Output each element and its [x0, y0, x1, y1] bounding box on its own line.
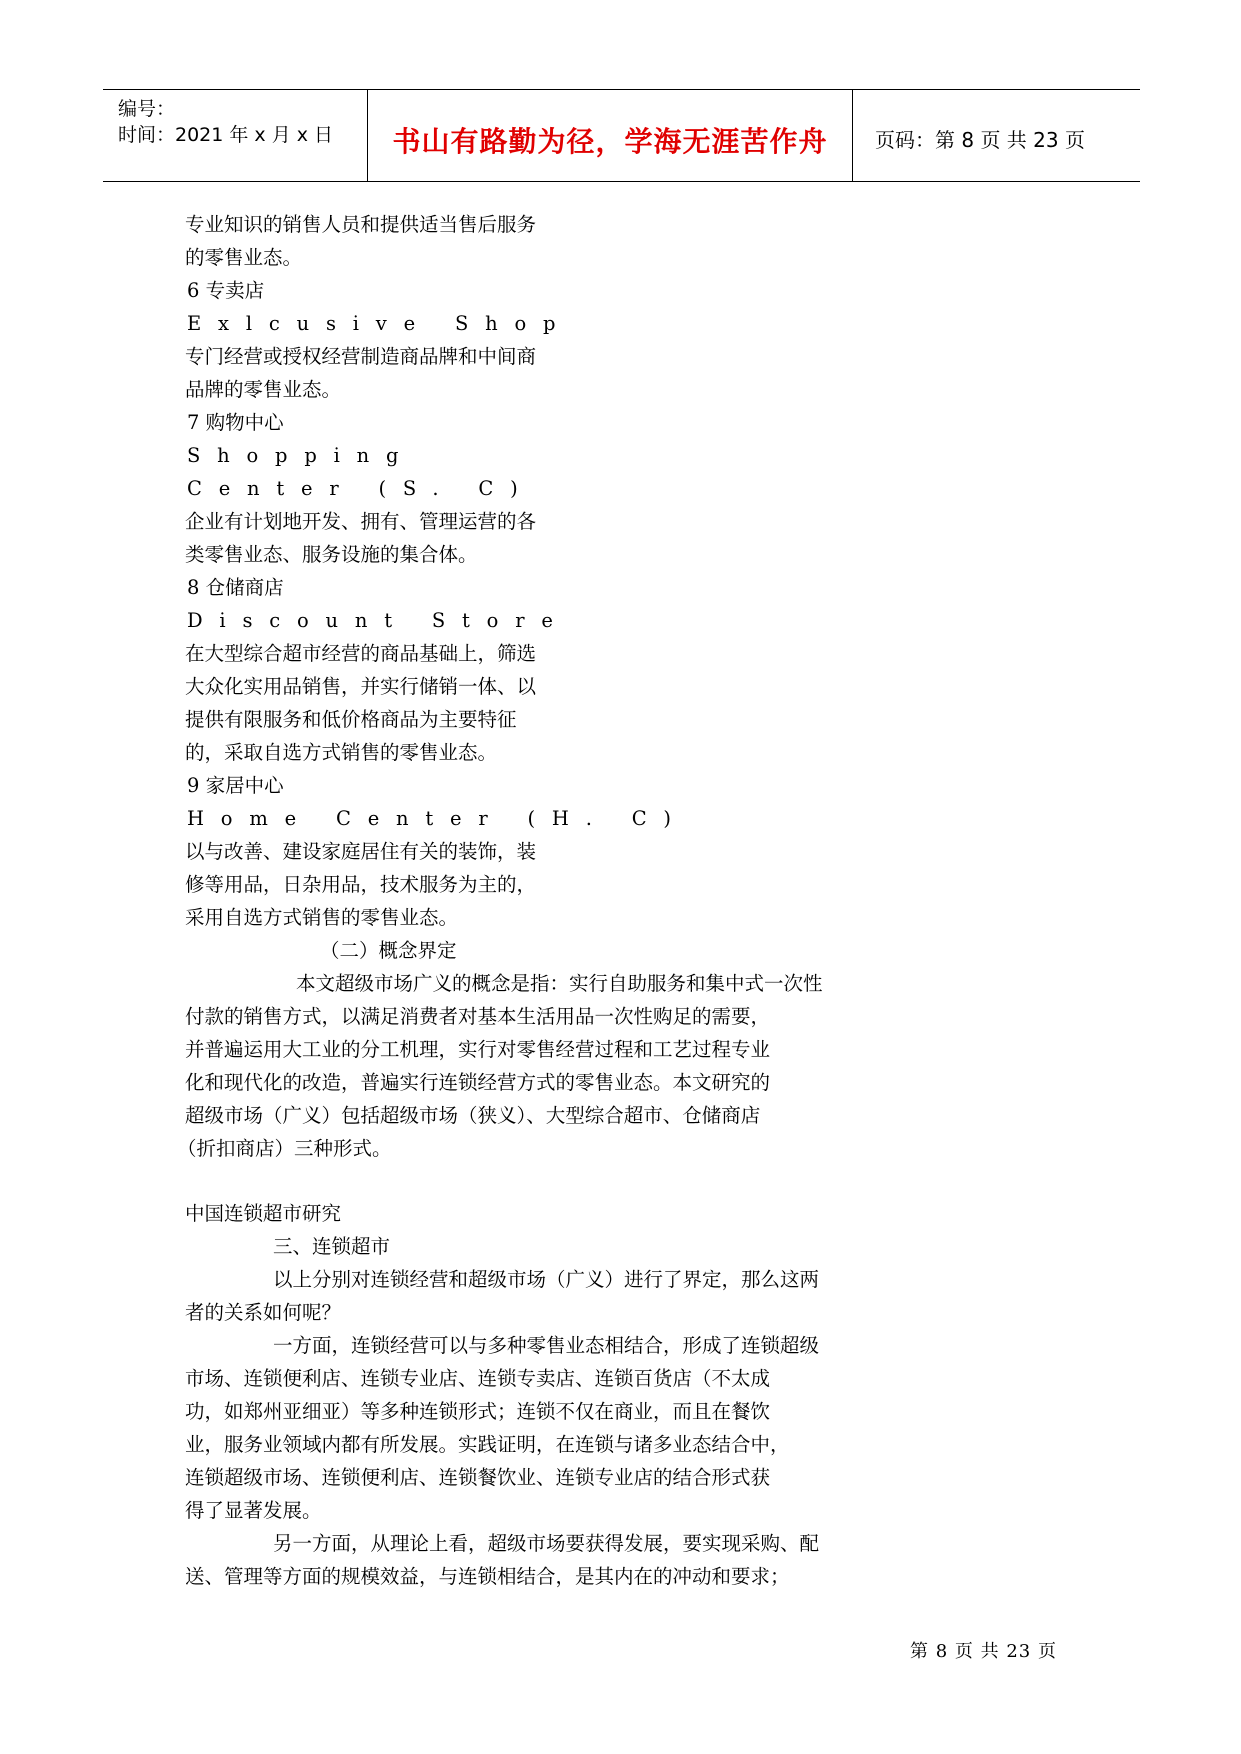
english-term: Center (S. C): [187, 477, 535, 500]
paragraph-line: 本文超级市场广义的概念是指：实行自助服务和集中式一次性: [296, 972, 823, 995]
paragraph-line: 以上分别对连锁经营和超级市场（广义）进行了界定，那么这两: [273, 1268, 820, 1291]
paragraph-line: 并普遍运用大工业的分工机理，实行对零售经营过程和工艺过程专业: [185, 1038, 771, 1061]
section-heading: 9 家居中心: [187, 774, 284, 797]
body-line: 类零售业态、服务设施的集合体。: [185, 543, 478, 566]
body-line: 专门经营或授权经营制造商品牌和中间商: [185, 345, 537, 368]
paragraph-line: 付款的销售方式，以满足消费者对基本生活用品一次性购足的需要，: [185, 1005, 771, 1028]
header-left-cell: [103, 90, 368, 181]
body-line: 企业有计划地开发、拥有、管理运营的各: [185, 510, 537, 533]
paragraph-line: 送、管理等方面的规模效益，与连锁相结合，是其内在的冲动和要求；: [185, 1565, 790, 1588]
body-line: 的，采取自选方式销售的零售业态。: [185, 741, 498, 764]
body-line: 修等用品，日杂用品，技术服务为主的，: [185, 873, 537, 896]
page-footer: 第 8 页 共 23 页: [910, 1641, 1057, 1662]
document-time-label: 时间：2021 年 x 月 x 日: [118, 124, 334, 146]
english-term: Discount Store: [187, 609, 570, 632]
paragraph-line: 另一方面，从理论上看，超级市场要获得发展，要实现采购、配: [273, 1532, 820, 1555]
section-heading: 三、连锁超市: [273, 1235, 391, 1258]
paragraph-line: 超级市场（广义）包括超级市场（狭义）、大型综合超市、仓储商店: [185, 1104, 761, 1127]
body-line: 品牌的零售业态。: [185, 378, 342, 401]
body-line: 采用自选方式销售的零售业态。: [185, 906, 459, 929]
body-line: 专业知识的销售人员和提供适当售后服务: [185, 213, 537, 236]
body-line: 提供有限服务和低价格商品为主要特征: [185, 708, 517, 731]
english-term: Home Center (H. C): [187, 807, 688, 830]
section-heading: 6 专卖店: [187, 279, 265, 302]
body-line: 的零售业态。: [185, 246, 303, 269]
body-line: 在大型综合超市经营的商品基础上，筛选: [185, 642, 537, 665]
subsection-heading: （二）概念界定: [320, 939, 457, 962]
header-middle-cell: [368, 90, 853, 181]
paragraph-line: 业，服务业领域内都有所发展。实践证明，在连锁与诸多业态结合中，: [185, 1433, 790, 1456]
paragraph-line: 连锁超级市场、连锁便利店、连锁餐饮业、连锁专业店的结合形式获: [185, 1466, 771, 1489]
header-right-cell: [853, 90, 1140, 181]
header-motto: 书山有路勤为径，学海无涯苦作舟: [392, 125, 828, 158]
english-term: Shopping: [187, 444, 416, 467]
paragraph-line: 市场、连锁便利店、连锁专业店、连锁专卖店、连锁百货店（不太成: [185, 1367, 771, 1390]
document-header: [103, 89, 1140, 182]
document-number-label: 编号：: [118, 98, 176, 120]
paragraph-line: 化和现代化的改造，普遍实行连锁经营方式的零售业态。本文研究的: [185, 1071, 771, 1094]
header-page-code: 页码：第 8 页 共 23 页: [875, 128, 1085, 152]
body-line: 大众化实用品销售，并实行储销一体、以: [185, 675, 537, 698]
paragraph-line: 者的关系如何呢？: [185, 1301, 342, 1324]
english-term: Exlcusive Shop: [187, 312, 573, 335]
paragraph-line: 功，如郑州亚细亚）等多种连锁形式；连锁不仅在商业，而且在餐饮: [185, 1400, 771, 1423]
paragraph-line: （折扣商店）三种形式。: [177, 1137, 392, 1160]
section-heading: 8 仓储商店: [187, 576, 284, 599]
running-title: 中国连锁超市研究: [185, 1202, 342, 1225]
section-heading: 7 购物中心: [187, 411, 284, 434]
paragraph-line: 得了显著发展。: [185, 1499, 322, 1522]
body-line: 以与改善、建设家庭居住有关的装饰，装: [185, 840, 537, 863]
paragraph-line: 一方面，连锁经营可以与多种零售业态相结合，形成了连锁超级: [273, 1334, 820, 1357]
